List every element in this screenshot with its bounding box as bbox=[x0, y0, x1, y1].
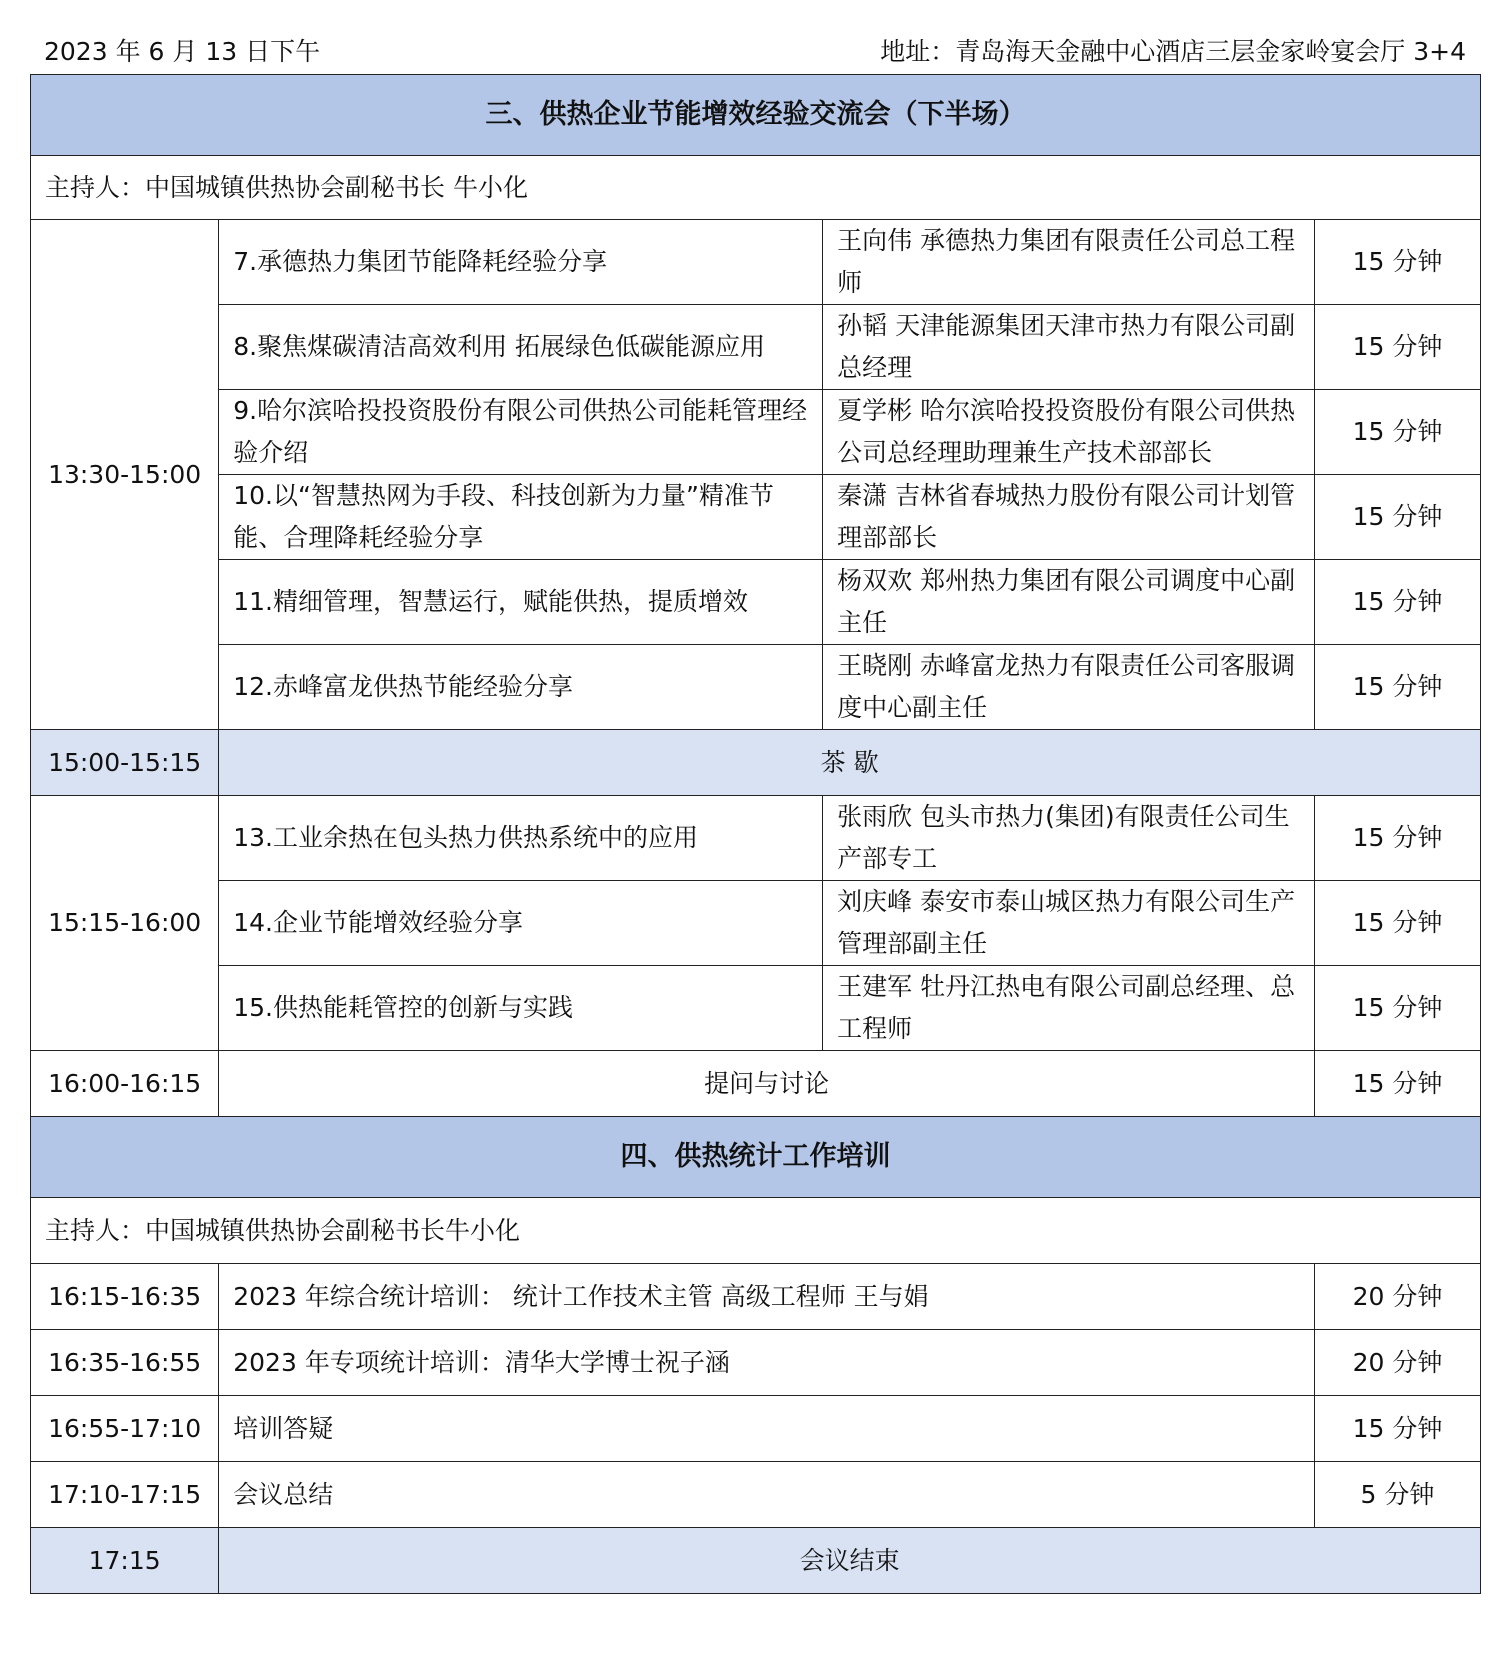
topic-cell: 9.哈尔滨哈投投资股份有限公司供热公司能耗管理经验介绍 bbox=[219, 390, 823, 475]
table-row bbox=[31, 881, 1481, 966]
table-row bbox=[31, 475, 1481, 560]
speaker-cell: 王建军 牡丹江热电有限公司副总经理、总工程师 bbox=[823, 966, 1315, 1051]
section4-title: 四、供热统计工作培训 bbox=[31, 1117, 1481, 1198]
duration-cell: 15 分钟 bbox=[1314, 645, 1480, 730]
duration-cell: 15 分钟 bbox=[1314, 220, 1480, 305]
duration-cell: 15 分钟 bbox=[1314, 1051, 1480, 1117]
section3-host: 主持人：中国城镇供热协会副秘书长 牛小化 bbox=[31, 156, 1481, 220]
table-row bbox=[31, 1264, 1481, 1330]
venue-address: 地址：青岛海天金融中心酒店三层金家岭宴会厅 3+4 bbox=[880, 37, 1466, 66]
table-row bbox=[31, 390, 1481, 475]
duration-cell: 15 分钟 bbox=[1314, 1396, 1480, 1462]
topic-cell: 培训答疑 bbox=[219, 1396, 1315, 1462]
duration-cell: 15 分钟 bbox=[1314, 475, 1480, 560]
section3-title: 三、供热企业节能增效经验交流会（下半场） bbox=[31, 75, 1481, 156]
session-date: 2023 年 6 月 13 日下午 bbox=[44, 37, 321, 66]
table-row bbox=[31, 966, 1481, 1051]
speaker-cell: 张雨欣 包头市热力(集团)有限责任公司生产部专工 bbox=[823, 796, 1315, 881]
qa-label: 提问与讨论 bbox=[219, 1051, 1315, 1117]
schedule-table bbox=[30, 74, 1481, 1594]
duration-cell: 20 分钟 bbox=[1314, 1330, 1480, 1396]
time-slot: 16:35-16:55 bbox=[31, 1330, 219, 1396]
section4-title-row bbox=[31, 1117, 1481, 1198]
time-slot: 15:15-16:00 bbox=[31, 796, 219, 1051]
topic-cell: 7.承德热力集团节能降耗经验分享 bbox=[219, 220, 823, 305]
topic-cell: 2023 年专项统计培训：清华大学博士祝子涵 bbox=[219, 1330, 1315, 1396]
break-label: 茶 歇 bbox=[219, 730, 1481, 796]
topic-cell: 2023 年综合统计培训： 统计工作技术主管 高级工程师 王与娟 bbox=[219, 1264, 1315, 1330]
time-slot: 16:15-16:35 bbox=[31, 1264, 219, 1330]
duration-cell: 5 分钟 bbox=[1314, 1462, 1480, 1528]
speaker-cell: 杨双欢 郑州热力集团有限公司调度中心副主任 bbox=[823, 560, 1315, 645]
table-row bbox=[31, 560, 1481, 645]
speaker-cell: 刘庆峰 泰安市泰山城区热力有限公司生产管理部副主任 bbox=[823, 881, 1315, 966]
topic-cell: 15.供热能耗管控的创新与实践 bbox=[219, 966, 823, 1051]
time-slot: 15:00-15:15 bbox=[31, 730, 219, 796]
duration-cell: 15 分钟 bbox=[1314, 881, 1480, 966]
end-label: 会议结束 bbox=[219, 1528, 1481, 1594]
speaker-cell: 孙韬 天津能源集团天津市热力有限公司副总经理 bbox=[823, 305, 1315, 390]
topic-cell: 会议总结 bbox=[219, 1462, 1315, 1528]
topic-cell: 13.工业余热在包头热力供热系统中的应用 bbox=[219, 796, 823, 881]
speaker-cell: 王晓刚 赤峰富龙热力有限责任公司客服调度中心副主任 bbox=[823, 645, 1315, 730]
table-row bbox=[31, 1462, 1481, 1528]
page-header bbox=[44, 34, 1466, 70]
duration-cell: 15 分钟 bbox=[1314, 796, 1480, 881]
duration-cell: 15 分钟 bbox=[1314, 966, 1480, 1051]
table-row bbox=[31, 1330, 1481, 1396]
speaker-cell: 秦潇 吉林省春城热力股份有限公司计划管理部部长 bbox=[823, 475, 1315, 560]
time-slot: 17:10-17:15 bbox=[31, 1462, 219, 1528]
speaker-cell: 夏学彬 哈尔滨哈投投资股份有限公司供热公司总经理助理兼生产技术部部长 bbox=[823, 390, 1315, 475]
duration-cell: 20 分钟 bbox=[1314, 1264, 1480, 1330]
table-row bbox=[31, 645, 1481, 730]
section4-host-row bbox=[31, 1198, 1481, 1264]
section4-host: 主持人：中国城镇供热协会副秘书长牛小化 bbox=[31, 1198, 1481, 1264]
speaker-cell: 王向伟 承德热力集团有限责任公司总工程师 bbox=[823, 220, 1315, 305]
qa-row bbox=[31, 1051, 1481, 1117]
topic-cell: 10.以“智慧热网为手段、科技创新为力量”精准节能、合理降耗经验分享 bbox=[219, 475, 823, 560]
section3-host-row bbox=[31, 156, 1481, 220]
table-row bbox=[31, 796, 1481, 881]
time-slot: 16:55-17:10 bbox=[31, 1396, 219, 1462]
table-row bbox=[31, 1396, 1481, 1462]
time-slot: 13:30-15:00 bbox=[31, 220, 219, 730]
end-row bbox=[31, 1528, 1481, 1594]
topic-cell: 14.企业节能增效经验分享 bbox=[219, 881, 823, 966]
table-row bbox=[31, 220, 1481, 305]
duration-cell: 15 分钟 bbox=[1314, 390, 1480, 475]
topic-cell: 12.赤峰富龙供热节能经验分享 bbox=[219, 645, 823, 730]
table-row bbox=[31, 305, 1481, 390]
time-slot: 16:00-16:15 bbox=[31, 1051, 219, 1117]
time-slot: 17:15 bbox=[31, 1528, 219, 1594]
topic-cell: 8.聚焦煤碳清洁高效利用 拓展绿色低碳能源应用 bbox=[219, 305, 823, 390]
break-row bbox=[31, 730, 1481, 796]
topic-cell: 11.精细管理，智慧运行，赋能供热，提质增效 bbox=[219, 560, 823, 645]
duration-cell: 15 分钟 bbox=[1314, 305, 1480, 390]
duration-cell: 15 分钟 bbox=[1314, 560, 1480, 645]
section3-title-row bbox=[31, 75, 1481, 156]
